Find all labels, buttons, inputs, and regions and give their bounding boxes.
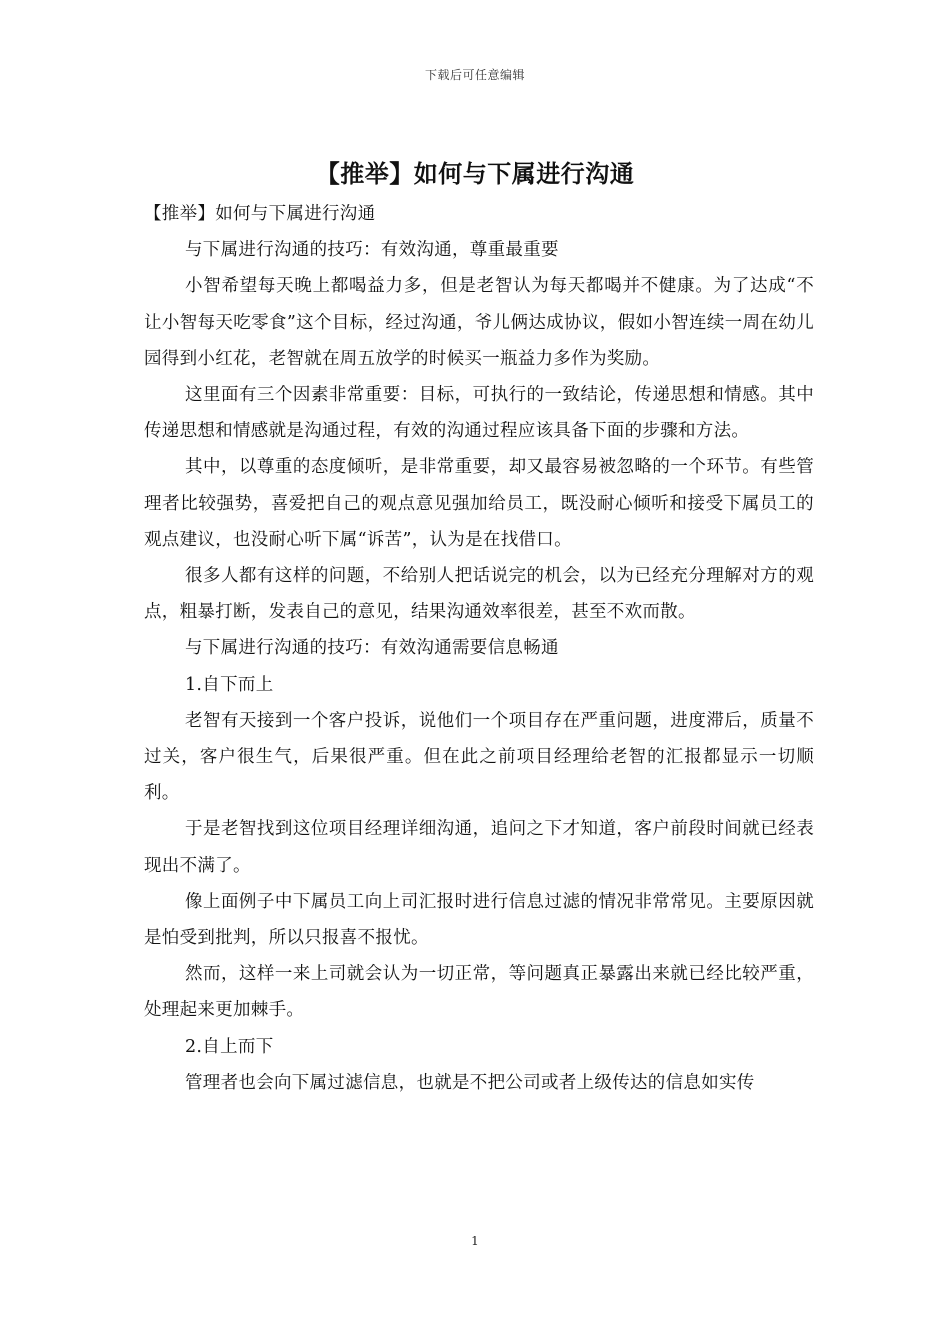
paragraph: 【推举】如何与下属进行沟通 <box>144 204 376 224</box>
paragraph: 管理者也会向下属过滤信息，也就是不把公司或者上级传达的信息如实传 <box>185 1072 755 1093</box>
paragraph: 于是老智找到这位项目经理详细沟通，追问之下才知道，客户前段时间就已经表现出不满了。 <box>144 819 814 876</box>
list-heading: 2.自上而下 <box>185 1036 274 1057</box>
paragraph: 老智有天接到一个客户投诉，说他们一个项目存在严重问题，进度滞后，质量不过关，客户很生气，后果很严重。但在此之前项目经理给老智的汇报都显示一切顺利。 <box>144 710 814 804</box>
page-number: 1 <box>471 1234 479 1248</box>
paragraph: 与下属进行沟通的技巧：有效沟通，尊重最重要 <box>185 240 559 261</box>
document-body <box>144 196 814 1101</box>
paragraph: 然而，这样一来上司就会认为一切正常，等问题真正暴露出来就已经比较严重，处理起来更加棘手。 <box>144 964 814 1021</box>
paragraph: 像上面例子中下属员工向上司汇报时进行信息过滤的情况非常常见。主要原因就是怕受到批判，所以只报喜不报忧。 <box>144 891 814 949</box>
document-title: 【推举】如何与下属进行沟通 <box>315 159 635 188</box>
paragraph: 其中，以尊重的态度倾听，是非常重要，却又最容易被忽略的一个环节。有些管理者比较强势，喜爱把自己的观点意见强加给员工，既没耐心倾听和接受下属员工的观点建议，也没耐心听下属“诉苦”，认为是在找借口。 <box>144 457 814 550</box>
list-heading: 1.自下而上 <box>185 674 274 695</box>
paragraph: 小智希望每天晚上都喝益力多，但是老智认为每天都喝并不健康。为了达成“不让小智每天吃零食”这个目标，经过沟通，爷儿俩达成协议，假如小智连续一周在幼儿园得到小红花，老智就在周五放学的时候买一瓶益力多作为奖励。 <box>144 276 814 369</box>
page-header: 下载后可任意编辑 <box>424 68 525 82</box>
section-heading: 与下属进行沟通的技巧：有效沟通需要信息畅通 <box>185 638 559 659</box>
paragraph: 很多人都有这样的问题，不给别人把话说完的机会，以为已经充分理解对方的观点，粗暴打断，发表自己的意见，结果沟通效率很差，甚至不欢而散。 <box>144 566 814 623</box>
paragraph: 这里面有三个因素非常重要：目标，可执行的一致结论，传递思想和情感。其中传递思想和情感就是沟通过程，有效的沟通过程应该具备下面的步骤和方法。 <box>144 385 814 442</box>
